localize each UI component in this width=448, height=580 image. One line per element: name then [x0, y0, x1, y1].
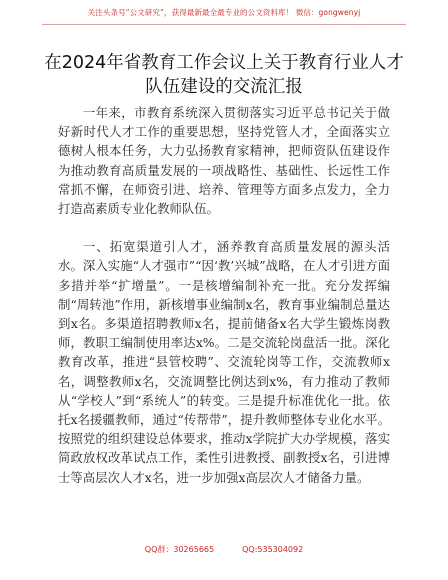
paragraph-intro: 一年来，市教育系统深入贯彻落实习近平总书记关于做好新时代人才工作的重要思想，坚持党管人才，全面落实立德树人根本任务，大力弘扬教育家精神，把师资队伍建设作为推动教育高质量发展的一项战略性、基础性、长远性工作常抓不懈，在师资引进、培养、管理等方面多点发力，全力打造高素质专业化教师队伍。: [58, 105, 390, 217]
top-banner: 关注头条号“公文研究”，获得最新最全最专业的公文资料库！ 微信：gongwenyj: [87, 8, 361, 17]
document-body: [58, 103, 390, 487]
document-title: [36, 51, 412, 99]
title-line-1: 在2024年省教育工作会议上关于教育行业人才: [44, 53, 404, 73]
page-footer: [0, 544, 448, 555]
footer-qq: QQ:535304092: [242, 545, 304, 554]
paragraph-section-1: 一、拓宽渠道引人才，涵养教育高质量发展的源头活水。深入实施“人才强市”“因‘教’兴城”战略，在人才引进方面多措并举“扩增量”。一是核增编制补充一批。充分发挥编制“周转池”作用，新核增事业编制x名，教育事业编制总量达到x名。多渠道招聘教师x名，提前储备x名大学生锻炼岗教师，教职工编制使用率达x%。二是交流轮岗盘活一批。深化教育改革，推进“县管校聘”、交流轮岗等工作，交流教师x名，调整教师x名，交流调整比例达到x%，有力推动了教师从“学校人”到“系统人”的转变。三是提升标准优化一批。依托x名援疆教师，通过“传帮带”，提升教师整体专业化水平。按照党的组织建设总体要求，推动x学院扩大办学规模，落实简政放权改革试点工作，柔性引进教授、副教授x名，引进博士等高层次人才x名，进一步加强x高层次人才储备力量。: [58, 239, 390, 485]
footer-qq-group: QQ群：30265665: [144, 545, 215, 554]
banner-divider: [42, 24, 406, 25]
title-line-2: 队伍建设的交流汇报: [145, 77, 303, 97]
